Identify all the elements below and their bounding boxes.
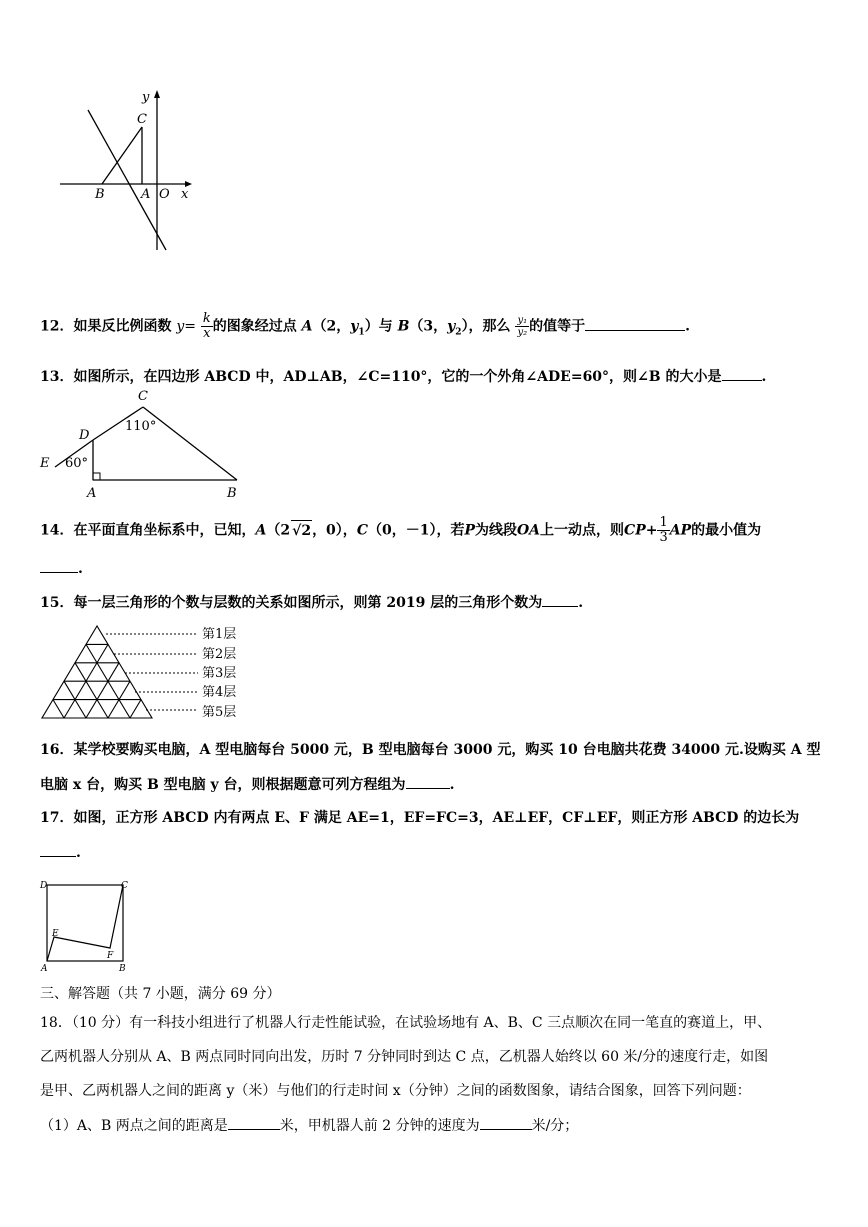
layer-label-3: 第3层: [202, 666, 237, 681]
answer-blank-15[interactable]: [542, 592, 578, 607]
question-17-line-1: 17．如图，正方形 ABCD 内有两点 E、F 满足 AE=1，EF=FC=3，AE⊥EF，CF⊥EF，则正方形 ABCD 的边长为: [40, 810, 800, 826]
answer-blank-17[interactable]: [40, 842, 76, 857]
question-16-line-1: 16．某学校要购买电脑，A 型电脑每台 5000 元，B 型电脑每台 3000 元，购买 10 台电脑共花费 34000 元.设购买 A 型: [40, 742, 821, 758]
label-D: D: [79, 428, 90, 443]
figure-square: [38, 876, 138, 974]
fraction-one-third: $\frac{1}{3}$: [659, 515, 668, 545]
layer-label-2: 第2层: [202, 647, 237, 662]
label-F: F: [107, 951, 114, 961]
question-13: 13．如图所示，在四边形 ABCD 中，AD⊥AB，∠C=110°，它的一个外角∠ADE=60°，则∠B 的大小是 .: [40, 366, 766, 387]
layer-label-5: 第5层: [202, 705, 237, 720]
angle-C: 110°: [125, 419, 157, 434]
layer-label-4: 第4层: [202, 685, 237, 700]
answer-blank-13[interactable]: [722, 366, 762, 381]
question-12: 12．如果反比例函数 y= $\frac{k}{x}$ 的图象经过点 A（2，$y_1$）与 B（3，$y_2$），那么 $\frac{\text{y₁}}{\text{y₂}}$ 的值等于 .: [40, 311, 690, 341]
section-heading-3: 三、解答题（共 7 小题，满分 69 分）: [40, 986, 281, 1002]
label-C: C: [121, 881, 128, 891]
answer-blank-16[interactable]: [406, 774, 450, 789]
answer-blank-12[interactable]: [585, 316, 685, 331]
label-C: C: [138, 389, 148, 404]
question-18-sub-1: （1）A、B 两点之间的距离是 米，甲机器人前 2 分钟的速度为 米/分；: [40, 1115, 578, 1136]
question-14-blank-line: .: [40, 558, 83, 579]
label-x: x: [181, 187, 189, 202]
figure-quadrilateral: [35, 385, 250, 500]
figure-triangle-layers: [38, 622, 248, 722]
label-B: B: [227, 486, 237, 500]
label-A: A: [141, 187, 151, 202]
sqrt-2: √2: [291, 520, 312, 541]
question-18-line-1: 18．（10 分）有一科技小组进行了机器人行走性能试验，在试验场地有 A、B、C 三点顺次在同一笔直的赛道上，甲、: [40, 1015, 772, 1031]
label-O: O: [159, 187, 170, 202]
fraction-y1-over-y2: $\frac{\text{y₁}}{\text{y₂}}$: [517, 315, 528, 338]
answer-blank-18-distance[interactable]: [228, 1115, 280, 1130]
figure-coordinate-triangle: [40, 85, 200, 260]
label-B: B: [119, 964, 126, 974]
label-B: B: [95, 187, 105, 202]
label-A: A: [41, 964, 48, 974]
answer-blank-14[interactable]: [40, 558, 78, 573]
layer-label-1: 第1层: [202, 627, 237, 642]
label-E: E: [52, 929, 59, 939]
question-16-line-2: 电脑 x 台，购买 B 型电脑 y 台，则根据题意可列方程组为 .: [40, 774, 454, 795]
question-17-blank-line: .: [40, 842, 81, 863]
question-15: 15．每一层三角形的个数与层数的关系如图所示，则第 2019 层的三角形个数为 .: [40, 592, 583, 613]
label-C: C: [137, 112, 147, 127]
question-18-line-3: 是甲、乙两机器人之间的距离 y（米）与他们的行走时间 x（分钟）之间的函数图象，请结合图象，回答下列问题：: [40, 1083, 751, 1099]
label-D: D: [40, 881, 48, 891]
angle-D: 60°: [65, 456, 89, 471]
fraction-k-over-x: $\frac{k}{x}$: [202, 311, 211, 341]
label-E: E: [40, 456, 50, 471]
question-14: 14．在平面直角坐标系中，已知，A（2 √2，0），C（0，－1），若P为线段OA上一动点，则CP+ $\frac{1}{3}$ AP的最小值为: [40, 515, 762, 545]
answer-blank-18-speed[interactable]: [480, 1115, 532, 1130]
label-y: y: [142, 90, 150, 105]
question-18-line-2: 乙两机器人分别从 A、B 两点同时同向出发，历时 7 分钟同时到达 C 点，乙机器人始终以 60 米/分的速度行走，如图: [40, 1049, 769, 1065]
label-A: A: [87, 486, 97, 500]
